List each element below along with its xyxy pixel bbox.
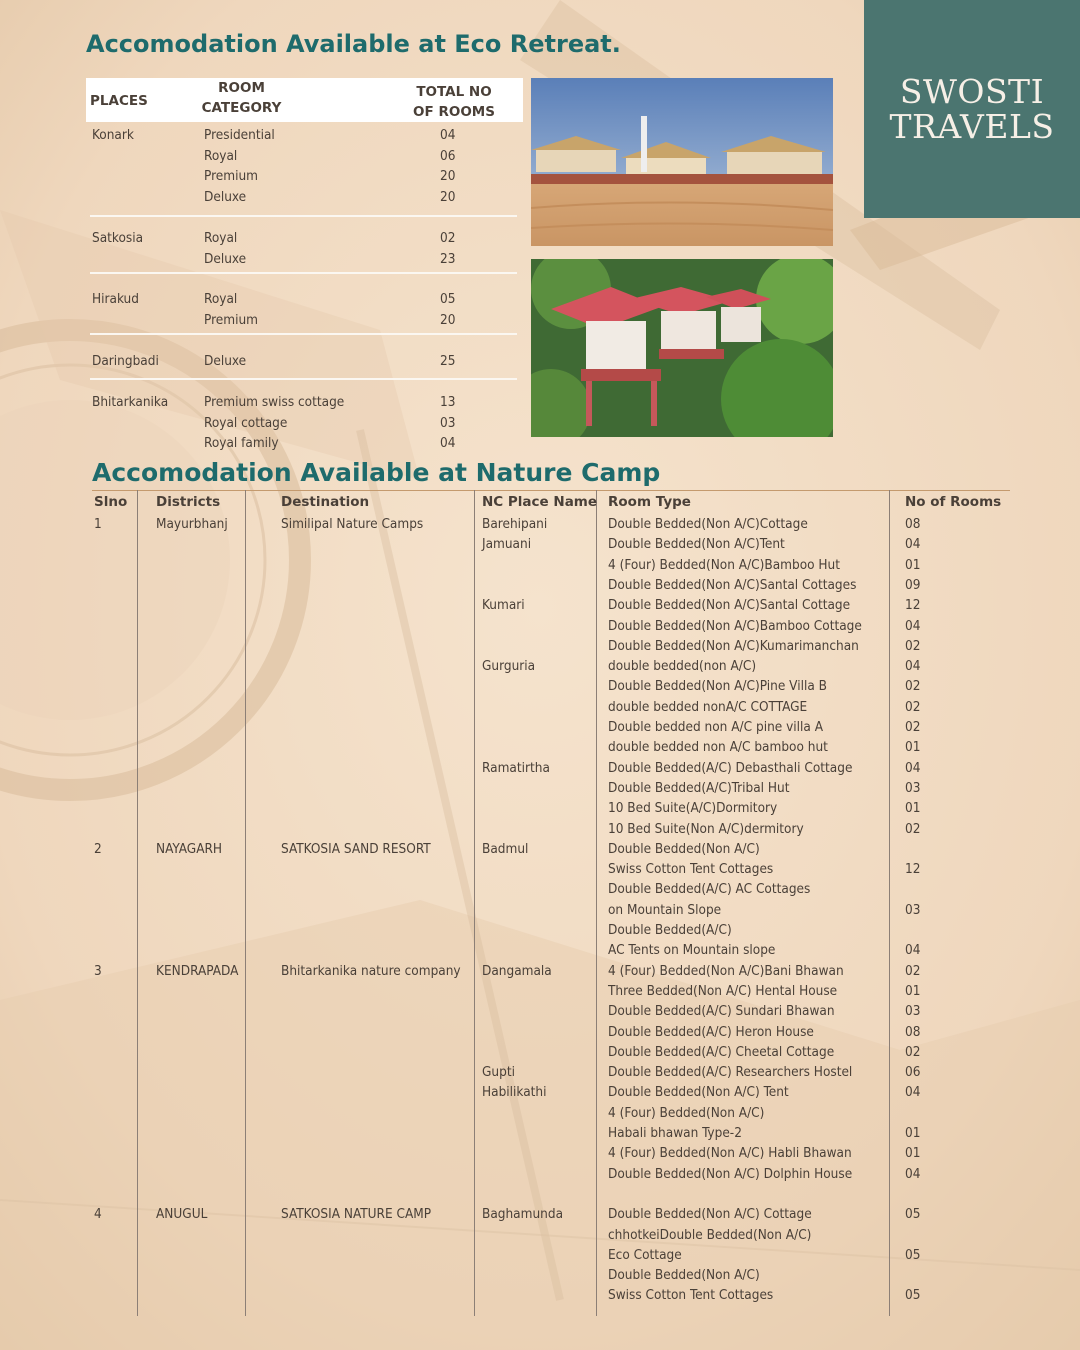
cell-room-type: on Mountain Slope (608, 901, 722, 918)
header-total-rooms-line2: OF ROOMS (413, 104, 495, 120)
cell-room-type: Double Bedded(A/C) (608, 922, 732, 938)
eco-place-name: Konark (92, 127, 134, 143)
cell-room-count: 01 (905, 739, 921, 756)
cell-room-type: Swiss Cotton Tent Cottages (608, 861, 774, 878)
cell-room-type: double bedded nonA/C COTTAGE (608, 698, 808, 715)
header-total-rooms (412, 82, 496, 122)
header-districts: Districts (156, 494, 221, 510)
cell-room-count: 02 (905, 698, 921, 715)
cell-room-type: Double Bedded(Non A/C)Tent (608, 536, 785, 553)
cell-slno: 2 (94, 840, 102, 857)
cell-nc-place: Habilikathi (482, 1084, 547, 1101)
eco-room-category: Royal (204, 291, 238, 307)
cell-room-type: Double Bedded(A/C) Researchers Hostel (608, 1064, 853, 1081)
header-room-type: Room Type (608, 494, 691, 510)
eco-room-category: Premium (204, 168, 258, 185)
eco-room-count: 20 (440, 311, 456, 328)
cell-district: NAYAGARH (156, 840, 223, 857)
eco-room-category: Premium (204, 311, 258, 328)
cell-room-count: 02 (905, 1043, 921, 1060)
cell-room-type: AC Tents on Mountain slope (608, 942, 776, 959)
header-total-rooms-line1: TOTAL NO (416, 84, 492, 100)
header-destination: Destination (281, 494, 370, 510)
cell-room-count: 01 (905, 556, 921, 573)
cell-room-count: 01 (905, 1125, 921, 1141)
cell-room-count: 01 (905, 982, 921, 999)
cell-nc-place: Gurguria (482, 658, 536, 675)
cell-room-type: Double Bedded(A/C)Tribal Hut (608, 779, 790, 796)
header-room-category-line2: CATEGORY (201, 100, 282, 116)
eco-group-separator (90, 378, 517, 380)
header-no-of-rooms: No of Rooms (905, 494, 1002, 510)
cell-room-count: 01 (905, 800, 921, 817)
eco-room-category: Royal family (204, 435, 279, 452)
cell-room-type: Double Bedded(Non A/C) (608, 840, 760, 857)
cell-room-count: 02 (905, 962, 921, 979)
column-divider (245, 490, 246, 1316)
cell-room-count: 04 (905, 617, 921, 634)
cell-slno: 3 (94, 962, 102, 979)
cell-room-count: 02 (905, 637, 921, 654)
eco-table-body (0, 0, 1, 1)
eco-room-count: 20 (440, 168, 456, 185)
eco-room-count: 23 (440, 250, 456, 267)
cell-room-count: 02 (905, 719, 921, 735)
eco-group-separator (90, 215, 517, 217)
cell-room-type: double bedded(non A/C) (608, 658, 757, 675)
cell-room-type: Double Bedded(A/C) Debasthali Cottage (608, 759, 853, 776)
cell-nc-place: Badmul (482, 840, 529, 857)
cell-room-type: 4 (Four) Bedded(Non A/C) (608, 1104, 765, 1121)
cell-destination: SATKOSIA NATURE CAMP (281, 1206, 432, 1223)
cell-destination: SATKOSIA SAND RESORT (281, 840, 431, 857)
cell-room-count: 12 (905, 597, 921, 614)
header-room-category-line1: ROOM (218, 80, 265, 96)
eco-room-category: Royal cottage (204, 414, 288, 431)
cell-room-type: Double Bedded(Non A/C)Cottage (608, 516, 808, 532)
eco-room-category: Deluxe (204, 353, 247, 369)
cell-room-type: Habali bhawan Type-2 (608, 1125, 742, 1141)
cell-nc-place: Gupti (482, 1064, 515, 1081)
cell-room-type: 4 (Four) Bedded(Non A/C) Habli Bhawan (608, 1145, 852, 1162)
eco-retreat-title: Accomodation Available at Eco Retreat. (86, 30, 621, 58)
cell-room-count: 04 (905, 759, 921, 776)
eco-place-name: Hirakud (92, 291, 139, 307)
column-divider (596, 490, 597, 1316)
cell-room-type: Double Bedded(Non A/C)Pine Villa B (608, 678, 827, 695)
cell-room-type: Double Bedded(Non A/C) Tent (608, 1084, 789, 1101)
cell-room-type: Double Bedded(Non A/C) Dolphin House (608, 1165, 853, 1182)
column-divider (137, 490, 138, 1316)
cell-room-count: 02 (905, 820, 921, 837)
cell-room-type: Eco Cottage (608, 1246, 682, 1263)
cell-nc-place: Barehipani (482, 516, 548, 532)
cell-district: KENDRAPADA (156, 962, 239, 979)
brand-box (864, 0, 1080, 218)
cell-room-count: 04 (905, 536, 921, 553)
cell-room-type: Double Bedded(Non A/C) Cottage (608, 1206, 812, 1223)
cell-room-count: 09 (905, 576, 921, 593)
cell-room-type: 10 Bed Suite(A/C)Dormitory (608, 800, 778, 817)
brand-name-line1: SWOSTI (899, 72, 1045, 111)
eco-room-count: 20 (440, 188, 456, 205)
cell-room-count: 08 (905, 1023, 921, 1040)
cell-destination: Similipal Nature Camps (281, 516, 424, 532)
header-places: PLACES (90, 93, 148, 109)
header-slno: Slno (94, 494, 128, 510)
cell-room-count: 05 (905, 1246, 921, 1263)
eco-table-header (86, 78, 523, 122)
cell-room-type: Double Bedded(Non A/C) (608, 1267, 760, 1284)
cell-room-type: 4 (Four) Bedded(Non A/C)Bani Bhawan (608, 962, 844, 979)
eco-group-separator (90, 333, 517, 335)
nature-camp-header-rule (92, 490, 1010, 491)
eco-room-category: Presidential (204, 127, 275, 143)
cell-room-count: 04 (905, 1165, 921, 1182)
cell-district: Mayurbhanj (156, 516, 228, 532)
cell-room-count: 03 (905, 779, 921, 796)
cell-nc-place: Baghamunda (482, 1206, 564, 1223)
eco-room-count: 02 (440, 230, 456, 246)
cell-district: ANUGUL (156, 1206, 208, 1223)
header-nc-place-name: NC Place Name (482, 494, 598, 510)
cell-slno: 4 (94, 1206, 102, 1223)
eco-room-count: 13 (440, 394, 456, 410)
cell-destination: Bhitarkanika nature company (281, 962, 461, 979)
cell-room-count: 12 (905, 861, 921, 878)
cell-room-count: 04 (905, 942, 921, 959)
cell-room-type: Double Bedded(Non A/C)Kumarimanchan (608, 637, 859, 654)
cell-room-type: Double Bedded(A/C) Heron House (608, 1023, 814, 1040)
cell-slno: 1 (94, 516, 102, 532)
cell-room-count: 03 (905, 1003, 921, 1020)
brand-name-line2: TRAVELS (889, 107, 1055, 146)
nature-camp-title: Accomodation Available at Nature Camp (92, 458, 661, 487)
cell-room-count: 04 (905, 658, 921, 675)
cell-room-type: Double Bedded(Non A/C)Bamboo Cottage (608, 617, 862, 634)
cell-room-type: double bedded non A/C bamboo hut (608, 739, 828, 756)
cell-room-type: Three Bedded(Non A/C) Hental House (608, 982, 838, 999)
forest-cottages-photo (531, 259, 833, 437)
column-divider (889, 490, 890, 1316)
cell-room-count: 02 (905, 678, 921, 695)
eco-room-category: Deluxe (204, 250, 247, 267)
eco-room-count: 06 (440, 147, 456, 164)
eco-place-name: Bhitarkanika (92, 394, 169, 410)
eco-room-category: Royal (204, 230, 238, 246)
header-room-category (199, 78, 284, 118)
eco-room-category: Deluxe (204, 188, 247, 205)
cell-room-count: 05 (905, 1287, 921, 1304)
cell-room-count: 06 (905, 1064, 921, 1081)
cell-room-type: Double Bedded(Non A/C)Santal Cottages (608, 576, 857, 593)
eco-room-count: 03 (440, 414, 456, 431)
eco-room-category: Royal (204, 147, 238, 164)
eco-place-name: Daringbadi (92, 353, 159, 369)
cell-room-count: 08 (905, 516, 921, 532)
cell-room-type: 4 (Four) Bedded(Non A/C)Bamboo Hut (608, 556, 841, 573)
cell-room-type: Double Bedded(A/C) AC Cottages (608, 881, 811, 898)
eco-room-count: 25 (440, 353, 456, 369)
eco-group-separator (90, 272, 517, 274)
cell-nc-place: Kumari (482, 597, 525, 614)
cell-room-type: 10 Bed Suite(Non A/C)dermitory (608, 820, 804, 837)
cell-room-type: Double Bedded(Non A/C)Santal Cottage (608, 597, 851, 614)
column-divider (474, 490, 475, 1316)
eco-room-category: Premium swiss cottage (204, 394, 345, 410)
cell-nc-place: Dangamala (482, 962, 552, 979)
eco-room-count: 05 (440, 291, 456, 307)
eco-room-count: 04 (440, 435, 456, 452)
cell-room-type: Double bedded non A/C pine villa A (608, 719, 824, 735)
cell-room-count: 05 (905, 1206, 921, 1223)
beach-camp-tents-photo (531, 78, 833, 246)
eco-place-name: Satkosia (92, 230, 144, 246)
cell-room-count: 01 (905, 1145, 921, 1162)
eco-room-count: 04 (440, 127, 456, 143)
cell-room-type: Double Bedded(A/C) Cheetal Cottage (608, 1043, 835, 1060)
cell-room-count: 03 (905, 901, 921, 918)
cell-nc-place: Jamuani (482, 536, 532, 553)
cell-room-count: 04 (905, 1084, 921, 1101)
cell-room-type: Double Bedded(A/C) Sundari Bhawan (608, 1003, 835, 1020)
cell-room-type: Swiss Cotton Tent Cottages (608, 1287, 774, 1304)
cell-nc-place: Ramatirtha (482, 759, 550, 776)
cell-room-type: chhotkeiDouble Bedded(Non A/C) (608, 1226, 812, 1243)
